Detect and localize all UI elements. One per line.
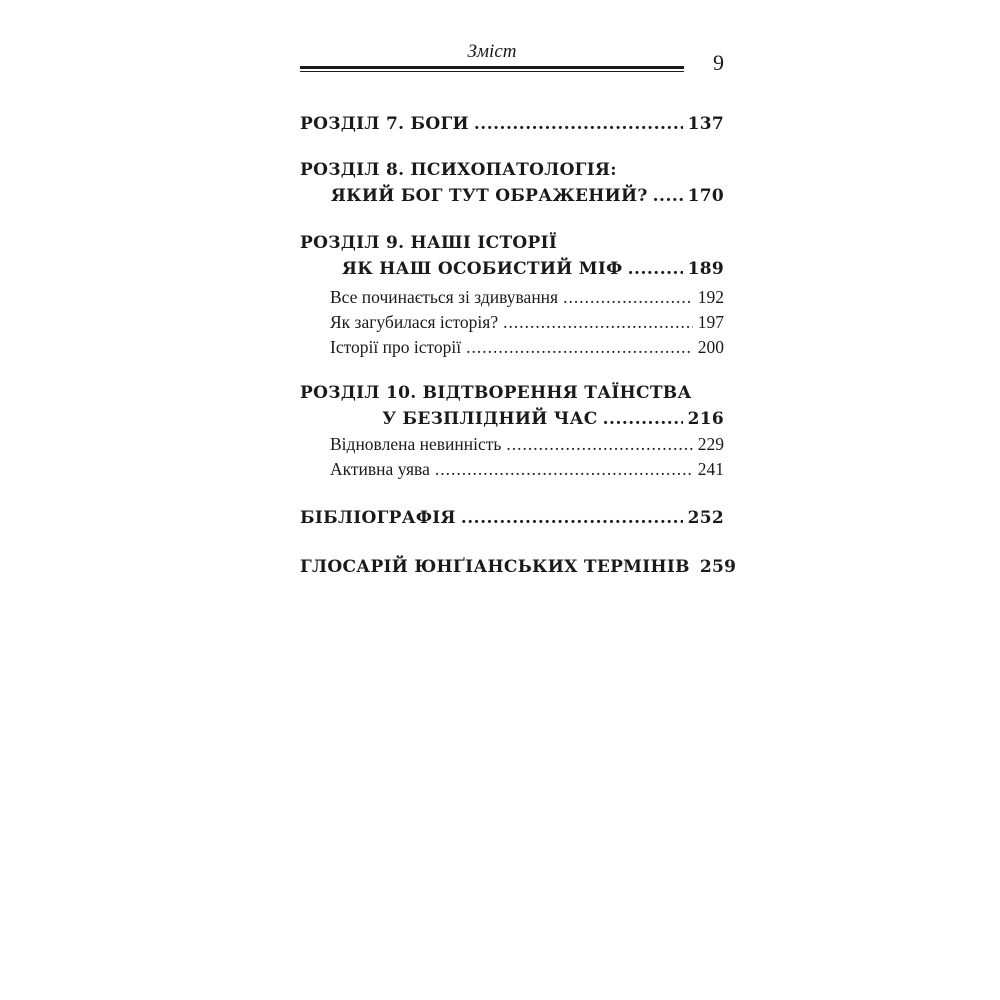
toc-entry-page: 189 [687, 259, 724, 279]
toc-entry-chapter-7 [300, 114, 724, 140]
toc-entry-chapter-8-line1 [300, 160, 724, 186]
toc-subentry-page: 200 [697, 337, 724, 357]
toc-entry-title: ГЛОСАРІЙ ЮНҐІАНСЬКИХ ТЕРМІНІВ [300, 557, 690, 577]
toc-subentry-page: 229 [697, 434, 724, 454]
toc-entry-title: РОЗДІЛ 9. НАШІ ІСТОРІЇ [300, 233, 558, 253]
toc-entry-title: РОЗДІЛ 8. ПСИХОПАТОЛОГІЯ: [300, 160, 617, 180]
toc-entry-glossary [300, 557, 737, 583]
toc-entry-page: 216 [687, 409, 724, 429]
page-number: 9 [713, 50, 724, 75]
toc-entry-page: 170 [687, 186, 724, 206]
toc-entry-chapter-10-line2 [300, 409, 724, 435]
toc-subentry-page: 241 [697, 459, 724, 479]
toc-entry-page: 259 [699, 557, 737, 577]
toc-entry-page: 252 [687, 508, 724, 528]
toc-subentry-page: 192 [697, 287, 724, 307]
toc-subentry-title: Активна уява [330, 459, 430, 479]
toc-subentry [330, 287, 724, 313]
toc-subentry-title: Відновлена невинність [330, 434, 502, 454]
leader-dots [603, 409, 683, 429]
toc-entry-title-continued: ЯК НАШ ОСОБИСТИЙ МІФ [341, 259, 623, 279]
leader-dots [435, 459, 693, 480]
toc-entry-bibliography [300, 508, 724, 534]
header-rule-thin [300, 71, 684, 72]
toc-entry-chapter-10-line1 [300, 383, 724, 409]
toc-subentry-page: 197 [697, 312, 724, 332]
toc-entry-title-continued: У БЕЗПЛІДНИЙ ЧАС [382, 409, 598, 429]
toc-subentry-title: Все починається зі здивування [330, 287, 559, 307]
toc-entry-chapter-8-line2 [300, 186, 724, 212]
toc-entry-title: БІБЛІОГРАФІЯ [300, 508, 456, 528]
toc-subentry-title: Історії про історії [330, 337, 462, 357]
toc-subentry [330, 337, 724, 363]
running-header-title: Зміст [467, 41, 517, 62]
toc-entry-title: РОЗДІЛ 7. БОГИ [300, 114, 469, 134]
leader-dots [628, 259, 683, 279]
leader-dots [653, 186, 683, 206]
toc-subentry [330, 434, 724, 460]
leader-dots [461, 508, 683, 528]
toc-subentry [330, 459, 724, 485]
toc-subentry [330, 312, 724, 338]
toc-entry-title: РОЗДІЛ 10. ВІДТВОРЕННЯ ТАЇНСТВА [300, 383, 692, 403]
leader-dots [563, 287, 693, 308]
toc-entry-chapter-9-line2 [300, 259, 724, 285]
leader-dots [503, 312, 693, 333]
leader-dots [466, 337, 693, 358]
toc-subentry-title: Як загубилася історія? [330, 312, 499, 332]
toc-entry-page: 137 [687, 114, 724, 134]
toc-entry-chapter-9-line1 [300, 233, 724, 259]
leader-dots [506, 434, 692, 455]
header-rule-thick [300, 66, 684, 69]
leader-dots [474, 114, 683, 134]
toc-entry-title-continued: ЯКИЙ БОГ ТУТ ОБРАЖЕНИЙ? [330, 186, 648, 206]
